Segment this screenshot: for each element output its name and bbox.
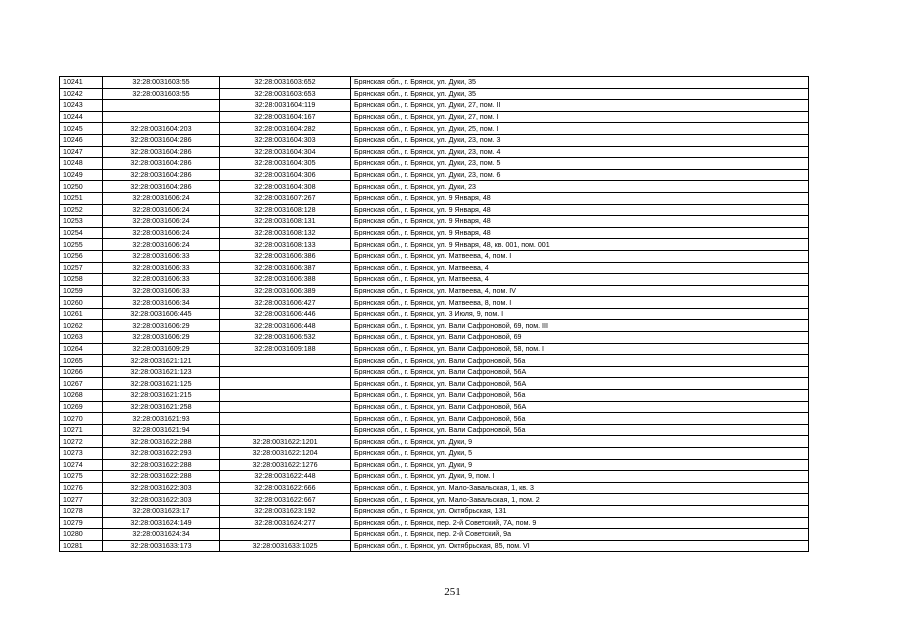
object-cadastral-number-cell: 32:28:0031622:666 [220, 482, 351, 494]
address-cell: Брянская обл., г. Брянск, ул. 9 Января, 48, кв. 001, пом. 001 [351, 239, 809, 251]
row-number-cell: 10250 [60, 181, 103, 193]
table-row [60, 540, 809, 552]
table-row [60, 332, 809, 344]
table-row [60, 343, 809, 355]
cadastral-number-cell: 32:28:0031621:125 [103, 378, 220, 390]
cadastral-number-cell: 32:28:0031624:34 [103, 529, 220, 541]
table-row [60, 181, 809, 193]
object-cadastral-number-cell [220, 424, 351, 436]
row-number-cell: 10280 [60, 529, 103, 541]
address-cell: Брянская обл., г. Брянск, ул. Вали Сафроновой, 56а [351, 390, 809, 402]
address-cell: Брянская обл., г. Брянск, ул. Дуки, 9, пом. I [351, 471, 809, 483]
cadastral-number-cell: 32:28:0031606:29 [103, 320, 220, 332]
table-row [60, 77, 809, 89]
address-cell: Брянская обл., г. Брянск, ул. Матвеева, 4, пом. I [351, 250, 809, 262]
cadastral-number-cell: 32:28:0031604:286 [103, 158, 220, 170]
cadastral-number-cell: 32:28:0031622:303 [103, 482, 220, 494]
address-cell: Брянская обл., г. Брянск, ул. Вали Сафроновой, 58, пом. I [351, 343, 809, 355]
address-cell: Брянская обл., г. Брянск, ул. Матвеева, 4, пом. IV [351, 285, 809, 297]
table-row [60, 158, 809, 170]
row-number-cell: 10249 [60, 169, 103, 181]
object-cadastral-number-cell [220, 413, 351, 425]
page-number: 251 [444, 586, 461, 598]
row-number-cell: 10242 [60, 88, 103, 100]
table-row [60, 88, 809, 100]
object-cadastral-number-cell: 32:28:0031606:446 [220, 308, 351, 320]
cadastral-number-cell: 32:28:0031606:33 [103, 274, 220, 286]
row-number-cell: 10246 [60, 134, 103, 146]
table-row [60, 134, 809, 146]
cadastral-number-cell: 32:28:0031606:24 [103, 216, 220, 228]
row-number-cell: 10277 [60, 494, 103, 506]
table-row [60, 459, 809, 471]
cadastral-number-cell: 32:28:0031609:29 [103, 343, 220, 355]
cadastral-number-cell: 32:28:0031606:34 [103, 297, 220, 309]
row-number-cell: 10256 [60, 250, 103, 262]
address-cell: Брянская обл., г. Брянск, ул. Вали Сафроновой, 69 [351, 332, 809, 344]
address-cell: Брянская обл., г. Брянск, ул. Вали Сафроновой, 56а [351, 413, 809, 425]
object-cadastral-number-cell: 32:28:0031603:652 [220, 77, 351, 89]
row-number-cell: 10272 [60, 436, 103, 448]
row-number-cell: 10260 [60, 297, 103, 309]
cadastral-number-cell: 32:28:0031604:286 [103, 181, 220, 193]
object-cadastral-number-cell: 32:28:0031606:389 [220, 285, 351, 297]
row-number-cell: 10262 [60, 320, 103, 332]
cadastral-number-cell: 32:28:0031621:123 [103, 366, 220, 378]
object-cadastral-number-cell: 32:28:0031623:192 [220, 505, 351, 517]
table-row [60, 378, 809, 390]
address-cell: Брянская обл., г. Брянск, ул. 9 Января, 48 [351, 192, 809, 204]
table-row [60, 366, 809, 378]
table-row [60, 204, 809, 216]
object-cadastral-number-cell: 32:28:0031622:448 [220, 471, 351, 483]
row-number-cell: 10255 [60, 239, 103, 251]
cadastral-number-cell [103, 100, 220, 112]
cadastral-number-cell: 32:28:0031621:258 [103, 401, 220, 413]
register-table [59, 76, 809, 552]
object-cadastral-number-cell: 32:28:0031622:1276 [220, 459, 351, 471]
object-cadastral-number-cell: 32:28:0031609:188 [220, 343, 351, 355]
table-row [60, 297, 809, 309]
cadastral-number-cell: 32:28:0031624:149 [103, 517, 220, 529]
table-row [60, 169, 809, 181]
object-cadastral-number-cell [220, 401, 351, 413]
object-cadastral-number-cell: 32:28:0031622:1204 [220, 448, 351, 460]
object-cadastral-number-cell: 32:28:0031604:167 [220, 111, 351, 123]
row-number-cell: 10257 [60, 262, 103, 274]
table-row [60, 239, 809, 251]
row-number-cell: 10276 [60, 482, 103, 494]
address-cell: Брянская обл., г. Брянск, ул. Дуки, 5 [351, 448, 809, 460]
cadastral-number-cell: 32:28:0031606:29 [103, 332, 220, 344]
object-cadastral-number-cell: 32:28:0031604:119 [220, 100, 351, 112]
table-row [60, 529, 809, 541]
table-row [60, 482, 809, 494]
object-cadastral-number-cell: 32:28:0031604:303 [220, 134, 351, 146]
cadastral-number-cell: 32:28:0031606:33 [103, 262, 220, 274]
row-number-cell: 10243 [60, 100, 103, 112]
address-cell: Брянская обл., г. Брянск, ул. 9 Января, 48 [351, 216, 809, 228]
cadastral-number-cell: 32:28:0031621:121 [103, 355, 220, 367]
object-cadastral-number-cell [220, 355, 351, 367]
cadastral-number-cell: 32:28:0031606:24 [103, 192, 220, 204]
address-cell: Брянская обл., г. Брянск, ул. Октябрьская, 85, пом. VI [351, 540, 809, 552]
table-row [60, 100, 809, 112]
address-cell: Брянская обл., г. Брянск, ул. Матвеева, 4 [351, 262, 809, 274]
table-row [60, 123, 809, 135]
cadastral-number-cell: 32:28:0031606:24 [103, 204, 220, 216]
row-number-cell: 10261 [60, 308, 103, 320]
row-number-cell: 10251 [60, 192, 103, 204]
row-number-cell: 10269 [60, 401, 103, 413]
address-cell: Брянская обл., г. Брянск, ул. Дуки, 27, пом. II [351, 100, 809, 112]
table-row [60, 308, 809, 320]
table-row [60, 227, 809, 239]
cadastral-number-cell: 32:28:0031604:286 [103, 146, 220, 158]
object-cadastral-number-cell [220, 366, 351, 378]
object-cadastral-number-cell: 32:28:0031604:305 [220, 158, 351, 170]
address-cell: Брянская обл., г. Брянск, ул. Дуки, 35 [351, 88, 809, 100]
table-row [60, 192, 809, 204]
row-number-cell: 10271 [60, 424, 103, 436]
object-cadastral-number-cell: 32:28:0031606:386 [220, 250, 351, 262]
table-row [60, 390, 809, 402]
row-number-cell: 10265 [60, 355, 103, 367]
cadastral-number-cell: 32:28:0031606:33 [103, 250, 220, 262]
address-cell: Брянская обл., г. Брянск, ул. Матвеева, 4 [351, 274, 809, 286]
table-row [60, 471, 809, 483]
row-number-cell: 10278 [60, 505, 103, 517]
address-cell: Брянская обл., г. Брянск, ул. Вали Сафроновой, 69, пом. III [351, 320, 809, 332]
row-number-cell: 10281 [60, 540, 103, 552]
object-cadastral-number-cell: 32:28:0031604:304 [220, 146, 351, 158]
cadastral-number-cell: 32:28:0031622:288 [103, 471, 220, 483]
row-number-cell: 10270 [60, 413, 103, 425]
address-cell: Брянская обл., г. Брянск, ул. Дуки, 23, пом. 5 [351, 158, 809, 170]
cadastral-number-cell: 32:28:0031604:286 [103, 169, 220, 181]
object-cadastral-number-cell [220, 378, 351, 390]
cadastral-number-cell: 32:28:0031621:215 [103, 390, 220, 402]
table-row [60, 355, 809, 367]
table-row [60, 216, 809, 228]
cadastral-number-cell: 32:28:0031633:173 [103, 540, 220, 552]
address-cell: Брянская обл., г. Брянск, ул. Дуки, 23, пом. 3 [351, 134, 809, 146]
table-row [60, 448, 809, 460]
cadastral-number-cell: 32:28:0031621:93 [103, 413, 220, 425]
address-cell: Брянская обл., г. Брянск, ул. Дуки, 27, пом. I [351, 111, 809, 123]
table-row [60, 274, 809, 286]
row-number-cell: 10273 [60, 448, 103, 460]
table-row [60, 262, 809, 274]
row-number-cell: 10253 [60, 216, 103, 228]
cadastral-number-cell: 32:28:0031603:55 [103, 77, 220, 89]
address-cell: Брянская обл., г. Брянск, ул. Вали Сафроновой, 56а [351, 424, 809, 436]
address-cell: Брянская обл., г. Брянск, ул. Вали Сафроновой, 56А [351, 366, 809, 378]
cadastral-number-cell: 32:28:0031603:55 [103, 88, 220, 100]
table-row [60, 401, 809, 413]
row-number-cell: 10279 [60, 517, 103, 529]
row-number-cell: 10259 [60, 285, 103, 297]
row-number-cell: 10275 [60, 471, 103, 483]
cadastral-number-cell: 32:28:0031606:445 [103, 308, 220, 320]
address-cell: Брянская обл., г. Брянск, ул. Вали Сафроновой, 56А [351, 401, 809, 413]
row-number-cell: 10244 [60, 111, 103, 123]
cadastral-number-cell: 32:28:0031622:288 [103, 436, 220, 448]
address-cell: Брянская обл., г. Брянск, ул. 9 Января, 48 [351, 204, 809, 216]
cadastral-number-cell: 32:28:0031623:17 [103, 505, 220, 517]
object-cadastral-number-cell: 32:28:0031608:128 [220, 204, 351, 216]
row-number-cell: 10263 [60, 332, 103, 344]
object-cadastral-number-cell: 32:28:0031622:1201 [220, 436, 351, 448]
cadastral-number-cell: 32:28:0031621:94 [103, 424, 220, 436]
row-number-cell: 10241 [60, 77, 103, 89]
address-cell: Брянская обл., г. Брянск, ул. Дуки, 23, пом. 6 [351, 169, 809, 181]
address-cell: Брянская обл., г. Брянск, ул. 3 Июля, 9, пом. I [351, 308, 809, 320]
row-number-cell: 10247 [60, 146, 103, 158]
address-cell: Брянская обл., г. Брянск, ул. Дуки, 35 [351, 77, 809, 89]
table-row [60, 146, 809, 158]
address-cell: Брянская обл., г. Брянск, ул. Вали Сафроновой, 56А [351, 378, 809, 390]
object-cadastral-number-cell: 32:28:0031608:131 [220, 216, 351, 228]
object-cadastral-number-cell: 32:28:0031622:667 [220, 494, 351, 506]
cadastral-number-cell: 32:28:0031606:33 [103, 285, 220, 297]
row-number-cell: 10267 [60, 378, 103, 390]
row-number-cell: 10254 [60, 227, 103, 239]
table-row [60, 250, 809, 262]
address-cell: Брянская обл., г. Брянск, ул. Мало-Завальская, 1, кв. 3 [351, 482, 809, 494]
address-cell: Брянская обл., г. Брянск, ул. 9 Января, 48 [351, 227, 809, 239]
object-cadastral-number-cell: 32:28:0031624:277 [220, 517, 351, 529]
table-row [60, 320, 809, 332]
object-cadastral-number-cell: 32:28:0031606:427 [220, 297, 351, 309]
address-cell: Брянская обл., г. Брянск, ул. Дуки, 9 [351, 459, 809, 471]
table-row [60, 436, 809, 448]
row-number-cell: 10245 [60, 123, 103, 135]
table-row [60, 494, 809, 506]
cadastral-number-cell: 32:28:0031622:293 [103, 448, 220, 460]
address-cell: Брянская обл., г. Брянск, ул. Октябрьская, 131 [351, 505, 809, 517]
address-cell: Брянская обл., г. Брянск, ул. Вали Сафроновой, 56а [351, 355, 809, 367]
object-cadastral-number-cell: 32:28:0031606:532 [220, 332, 351, 344]
address-cell: Брянская обл., г. Брянск, пер. 2-й Советский, 9а [351, 529, 809, 541]
object-cadastral-number-cell: 32:28:0031604:282 [220, 123, 351, 135]
address-cell: Брянская обл., г. Брянск, ул. Дуки, 23 [351, 181, 809, 193]
table-row [60, 285, 809, 297]
table-row [60, 111, 809, 123]
object-cadastral-number-cell [220, 390, 351, 402]
cadastral-number-cell: 32:28:0031622:288 [103, 459, 220, 471]
cadastral-number-cell [103, 111, 220, 123]
row-number-cell: 10266 [60, 366, 103, 378]
address-cell: Брянская обл., г. Брянск, ул. Дуки, 9 [351, 436, 809, 448]
cadastral-number-cell: 32:28:0031606:24 [103, 239, 220, 251]
row-number-cell: 10252 [60, 204, 103, 216]
object-cadastral-number-cell: 32:28:0031606:387 [220, 262, 351, 274]
object-cadastral-number-cell: 32:28:0031604:306 [220, 169, 351, 181]
cadastral-number-cell: 32:28:0031606:24 [103, 227, 220, 239]
object-cadastral-number-cell: 32:28:0031606:388 [220, 274, 351, 286]
address-cell: Брянская обл., г. Брянск, ул. Дуки, 23, пом. 4 [351, 146, 809, 158]
row-number-cell: 10248 [60, 158, 103, 170]
object-cadastral-number-cell: 32:28:0031608:132 [220, 227, 351, 239]
cadastral-number-cell: 32:28:0031622:303 [103, 494, 220, 506]
address-cell: Брянская обл., г. Брянск, ул. Мало-Завальская, 1, пом. 2 [351, 494, 809, 506]
row-number-cell: 10264 [60, 343, 103, 355]
table-row [60, 413, 809, 425]
register-table-body [60, 77, 809, 552]
cadastral-number-cell: 32:28:0031604:286 [103, 134, 220, 146]
cadastral-number-cell: 32:28:0031604:203 [103, 123, 220, 135]
object-cadastral-number-cell: 32:28:0031604:308 [220, 181, 351, 193]
address-cell: Брянская обл., г. Брянск, ул. Дуки, 25, пом. I [351, 123, 809, 135]
object-cadastral-number-cell: 32:28:0031633:1025 [220, 540, 351, 552]
object-cadastral-number-cell: 32:28:0031606:448 [220, 320, 351, 332]
row-number-cell: 10258 [60, 274, 103, 286]
table-row [60, 505, 809, 517]
row-number-cell: 10274 [60, 459, 103, 471]
row-number-cell: 10268 [60, 390, 103, 402]
object-cadastral-number-cell: 32:28:0031607:267 [220, 192, 351, 204]
table-row [60, 424, 809, 436]
object-cadastral-number-cell [220, 529, 351, 541]
address-cell: Брянская обл., г. Брянск, ул. Матвеева, 8, пом. I [351, 297, 809, 309]
object-cadastral-number-cell: 32:28:0031603:653 [220, 88, 351, 100]
address-cell: Брянская обл., г. Брянск, пер. 2-й Советский, 7А, пом. 9 [351, 517, 809, 529]
table-row [60, 517, 809, 529]
object-cadastral-number-cell: 32:28:0031608:133 [220, 239, 351, 251]
